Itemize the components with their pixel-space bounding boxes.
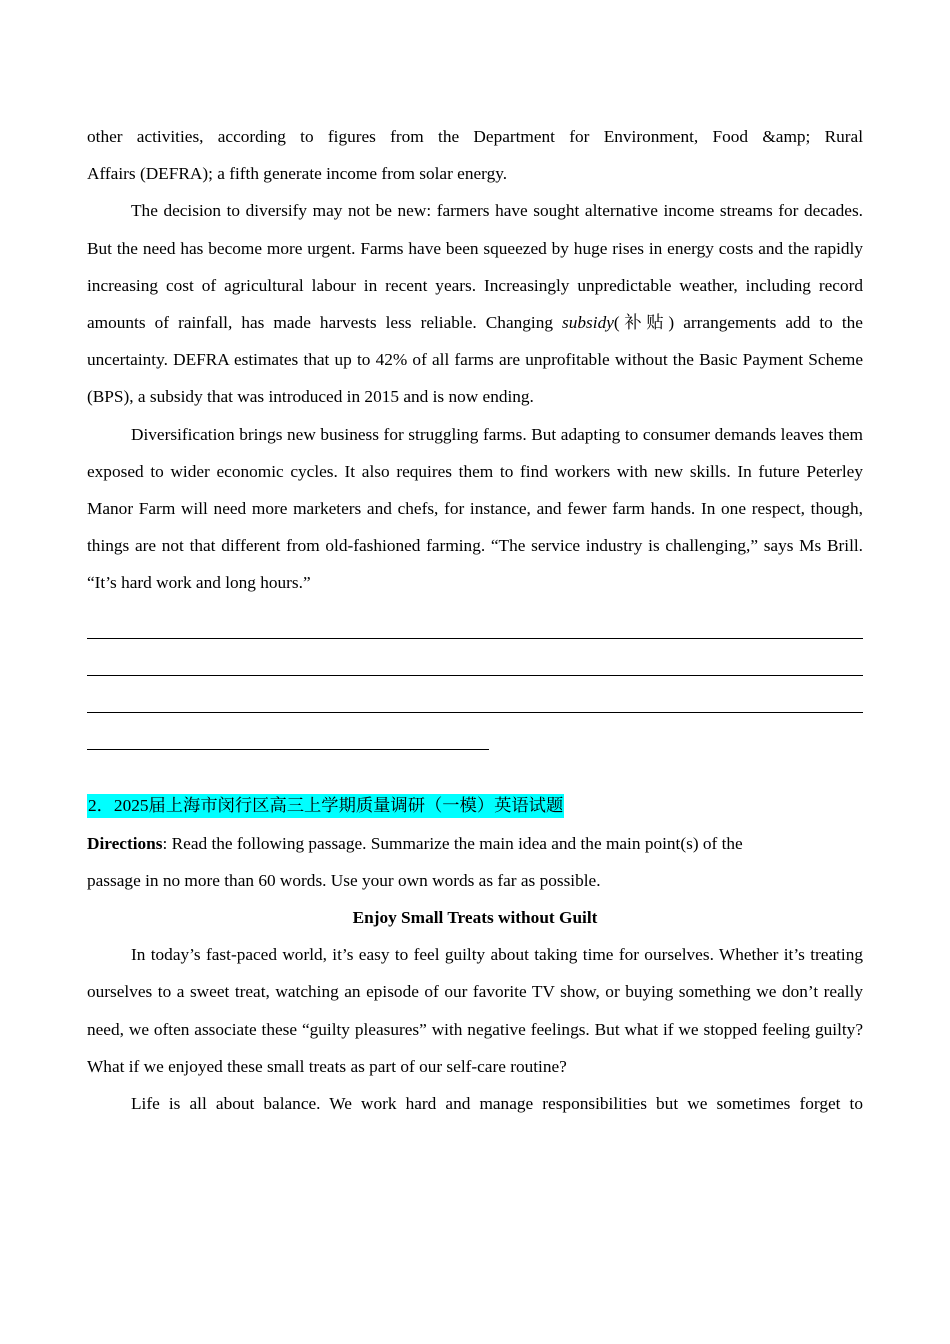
passage2-paragraph-1: In today’s fast-paced world, it’s easy to feel guilty about taking time for ourselves. Whether it’s treating ourselves to a sweet treat, watching an episode of our favorite TV show, or buying something we don’t really need, we often associate these “guilty pleasures” with negative feelings. But what if we stopped feeling guilty? What if we enjoyed these small treats as part of our self-care routine? bbox=[87, 945, 863, 1076]
directions-text: : Read the following passage. Summarize the main idea and the main point(s) of the bbox=[162, 833, 743, 853]
passage2-title: Enjoy Small Treats without Guilt bbox=[352, 908, 598, 927]
answer-line-2[interactable] bbox=[87, 639, 863, 676]
passage1-line-2: Affairs (DEFRA); a fifth generate income from solar energy. bbox=[87, 164, 508, 184]
passage1-paragraph-3: Diversification brings new business for struggling farms. But adapting to consumer demands leaves them exposed to wider economic cycles. It also requires them to find workers with new skills. In future Peterley Manor Farm will need more marketers and chefs, for instance, and fewer farm hands. In one respect, though, things are not that different from old-fashioned farming. “The service industry is challenging,” says Ms Brill. “It’s hard work and long hours.” bbox=[87, 424, 863, 593]
directions-label: Directions bbox=[87, 833, 163, 853]
passage2-paragraph-2-start: Life is all about balance. We work hard and manage responsibilities but we sometimes forget to bbox=[131, 1094, 863, 1114]
document-body bbox=[87, 118, 863, 1122]
section-spacer bbox=[87, 750, 863, 787]
answer-line-3[interactable] bbox=[87, 676, 863, 713]
passage1-p2-before: The decision to diversify may not be new: farmers have sought alternative income streams for decades. But the need has become more urgent. Farms have been squeezed by huge rises in energy costs and the rapidly increasing cost of agricultural labour in recent years. Increasingly unpredictable weather, including record amounts of rainfall, has made harvests less reliable. Changing bbox=[87, 201, 863, 333]
passage1-line-1: other activities, according to figures from the Department for Environment, Food &amp; Rural bbox=[87, 127, 863, 146]
directions-line-2: passage in no more than 60 words. Use your own words as far as possible. bbox=[87, 870, 601, 890]
answer-line-4[interactable] bbox=[87, 713, 489, 750]
subsidy-word: subsidy bbox=[562, 313, 614, 333]
passage1-p2-after: (补贴) arrangements add to the uncertainty. DEFRA estimates that up to 42% of all farms are unprofitable without the Basic Payment Scheme (BPS), a subsidy that was introduced in 2015 and is now ending. bbox=[87, 313, 863, 407]
directions-line-1 bbox=[87, 825, 863, 862]
passage1-paragraph-2 bbox=[87, 192, 863, 415]
question2-heading: 2．2025届上海市闵行区高三上学期质量调研（一模）英语试题 bbox=[87, 794, 564, 818]
answer-line-1[interactable] bbox=[87, 602, 863, 639]
question2-heading-row bbox=[87, 787, 863, 824]
